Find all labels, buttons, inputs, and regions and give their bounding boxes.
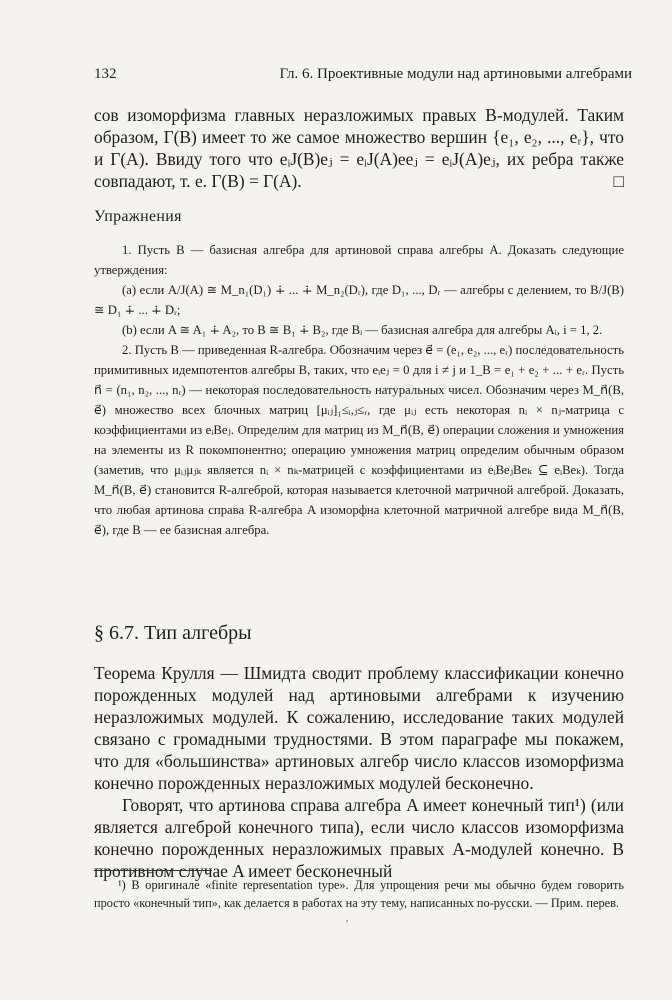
- exercise-1-statement: 1. Пусть B — базисная алгебра для артиновой справа алгебры A. Доказать следующие утверждения:: [94, 243, 624, 277]
- page-number: 132: [94, 66, 117, 82]
- exercise-2-text: 2. Пусть B — приведенная R-алгебра. Обозначим через e⃗ = (e₁, e₂, ..., eᵣ) последовательность примитивных идемпотентов алгебры B, таких, что eᵢeⱼ = 0 для i ≠ j и 1_B = e₁ + e₂ + ... + eᵣ. Пусть n⃗ = (n₁, n₂, ..., nᵣ) — некоторая последовательность натуральных чисел. Обозначим через M_n⃗(B, e⃗) множество всех блочных матриц [μᵢⱼ]₁≤ᵢ,ⱼ≤ᵣ, где μᵢⱼ есть некоторая nᵢ × nⱼ-матрица с коэффициентами из eᵢBeⱼ. Определим для матриц из M_n⃗(B, e⃗) операции сложения и умножения на элементы из R покомпонентно; операцию умножения матриц определим обычным образом (заметив, что μᵢⱼμⱼₖ является nᵢ × nₖ-матрицей с коэффициентами из eᵢBeⱼBeₖ ⊆ eᵢBeₖ). Тогда M_n⃗(B, e⃗) становится R-алгеброй, которая называется клеточной матричной алгеброй. Доказать, что любая артинова справа R-алгебра A изоморфна клеточной матричной алгебре вида M_n⃗(B, e⃗), где B — ее базисная алгебра.: [94, 343, 624, 537]
- footnote-text: ¹) В оригинале «finite representation type». Для упрощения речи мы обычно будем говорить просто «конечный тип», как делается в работах на эту тему, написанных по-русски. — Прим. перев.: [94, 878, 624, 910]
- bottom-mark: ʹ: [346, 918, 349, 930]
- exercise-1-item-a: (a) если A/J(A) ≅ M_n₁(D₁) ∔ ... ∔ M_n₂(Dᵣ), где D₁, ..., Dᵣ — алгебры с делением, то B/J(B) ≅ D₁ ∔ ... ∔ Dᵣ;: [94, 283, 624, 317]
- exercise-1-item-b: (b) если A ≅ A₁ ∔ A₂, то B ≅ B₁ ∔ B₂, где Bᵢ — базисная алгебра для алгебры Aᵢ, i = 1, 2.: [122, 323, 603, 337]
- footnote-rule: [94, 870, 212, 871]
- running-title: Гл. 6. Проективные модули над артиновыми алгебрами: [279, 66, 632, 82]
- section-paragraph-2: Говорят, что артинова справа алгебра A имеет конечный тип¹) (или является алгеброй конечного типа), если число классов изоморфизма конечно порожденных неразложимых правых A-модулей конечно. В противном случае A имеет бесконечный: [94, 795, 624, 881]
- exercises-heading: Упражнения: [94, 208, 182, 225]
- qed-symbol: □: [613, 171, 624, 191]
- running-header: [94, 66, 632, 86]
- section-heading: § 6.7. Тип алгебры: [94, 622, 252, 644]
- footnote: [94, 876, 624, 912]
- exercises-list: [94, 240, 624, 540]
- intro-text: сов изоморфизма главных неразложимых правых B-модулей. Таким образом, Γ(B) имеет то же самое множество вершин {e₁, e₂, ..., eᵣ}, что и Γ(A). Ввиду того что eᵢJ(B)eⱼ = eᵢJ(A)eeⱼ = eᵢJ(A)eⱼ, их ребра также совпадают, т. е. Γ(B) = Γ(A).: [94, 105, 624, 191]
- intro-paragraph: [94, 104, 624, 192]
- section-body: [94, 662, 624, 882]
- section-paragraph-1: Теорема Крулля — Шмидта сводит проблему классификации конечно порожденных модулей над артиновыми алгебрами к изучению неразложимых модулей. К сожалению, исследование таких модулей связано с громадными трудностями. В этом параграфе мы покажем, что для «большинства» артиновых алгебр число классов изоморфизма конечно порожденных неразложимых модулей бесконечно.: [94, 663, 624, 793]
